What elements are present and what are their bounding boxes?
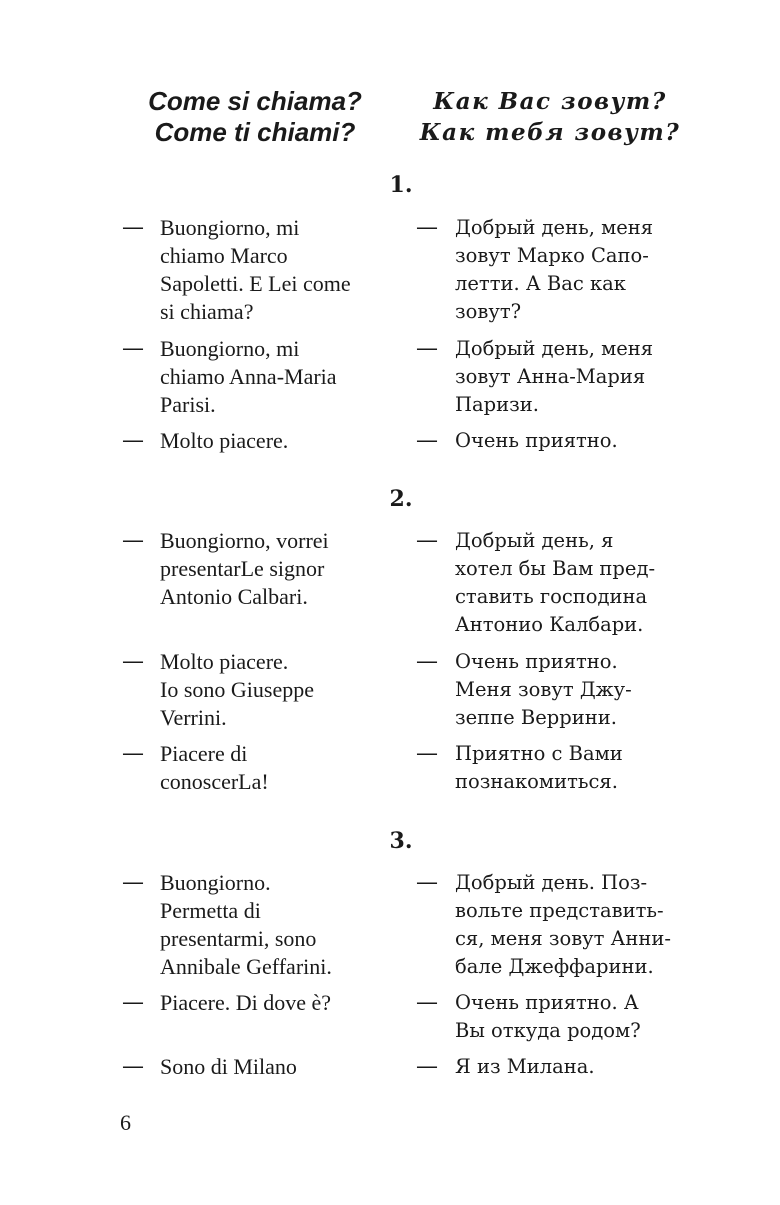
dialogue-dash: — bbox=[122, 428, 144, 453]
russian-text-line: Очень приятно. bbox=[455, 429, 618, 452]
italian-text-line: Annibale Geffarini. bbox=[160, 954, 332, 979]
title-italian-line: Come si chiama? bbox=[148, 86, 362, 116]
dialogue-dash: — bbox=[416, 870, 438, 895]
title-russian-line: Как тебя зовут? bbox=[419, 119, 681, 146]
dialogue-dash: — bbox=[416, 741, 438, 766]
italian-text-line: Antonio Calbari. bbox=[160, 584, 308, 609]
italian-line bbox=[160, 740, 400, 796]
italian-text-line: Piacere. Di dove è? bbox=[160, 990, 332, 1015]
russian-text-line: Добрый день. Поз- bbox=[455, 871, 648, 894]
russian-text-line: Вы откуда родом? bbox=[455, 1019, 641, 1042]
russian-line bbox=[455, 740, 705, 796]
italian-text-line: presentarmi, sono bbox=[160, 926, 317, 951]
dialogue-dash: — bbox=[416, 990, 438, 1015]
russian-line bbox=[455, 869, 705, 981]
russian-text-line: Добрый день, меня bbox=[455, 216, 654, 239]
dialogue-dash: — bbox=[122, 336, 144, 361]
italian-text-line: Molto piacere. bbox=[160, 428, 289, 453]
dialogue-dash: — bbox=[122, 870, 144, 895]
italian-text-line: chiamo Marco bbox=[160, 243, 288, 268]
italian-text-line: chiamo Anna-Maria bbox=[160, 364, 337, 389]
russian-text-line: ставить господина bbox=[455, 585, 648, 608]
russian-text-line: Меня зовут Джу- bbox=[455, 678, 632, 701]
section-number: 1. bbox=[389, 172, 413, 198]
russian-text-line: Антонио Калбари. bbox=[455, 613, 644, 636]
russian-text-line: познакомиться. bbox=[455, 770, 618, 793]
russian-text-line: Очень приятно. bbox=[455, 650, 618, 673]
dialogue-dash: — bbox=[416, 215, 438, 240]
italian-text-line: conoscerLa! bbox=[160, 769, 269, 794]
dialogue-dash: — bbox=[416, 336, 438, 361]
italian-text-line: Io sono Giuseppe bbox=[160, 677, 314, 702]
italian-text-line: Buongiorno, mi bbox=[160, 215, 300, 240]
russian-line bbox=[455, 214, 705, 326]
russian-text-line: вольте представить- bbox=[455, 899, 664, 922]
russian-text-line: Приятно с Вами bbox=[455, 742, 623, 765]
dialogue-dash: — bbox=[416, 1054, 438, 1079]
italian-text-line: presentarLe signor bbox=[160, 556, 325, 581]
italian-text-line: Buongiorno, vorrei bbox=[160, 528, 329, 553]
russian-text-line: зовут Марко Сапо- bbox=[455, 244, 649, 267]
title-russian bbox=[410, 86, 690, 148]
title-italian bbox=[120, 86, 390, 148]
italian-text-line: Buongiorno, mi bbox=[160, 336, 300, 361]
italian-line bbox=[160, 527, 400, 611]
italian-line bbox=[160, 1053, 400, 1081]
italian-line bbox=[160, 214, 400, 326]
dialogue-dash: — bbox=[416, 428, 438, 453]
russian-text-line: зовут? bbox=[455, 300, 522, 323]
dialogue-dash: — bbox=[122, 649, 144, 674]
italian-text-line: Parisi. bbox=[160, 392, 216, 417]
dialogue-dash: — bbox=[122, 990, 144, 1015]
dialogue-dash: — bbox=[416, 649, 438, 674]
russian-text-line: Я из Милана. bbox=[455, 1055, 595, 1078]
russian-text-line: бале Джеффарини. bbox=[455, 955, 654, 978]
russian-text-line: зовут Анна-Мария bbox=[455, 365, 646, 388]
italian-text-line: si chiama? bbox=[160, 299, 254, 324]
italian-line bbox=[160, 427, 400, 455]
russian-line bbox=[455, 527, 705, 639]
italian-line bbox=[160, 648, 400, 732]
russian-line bbox=[455, 335, 705, 419]
italian-line bbox=[160, 869, 400, 981]
italian-text-line: Piacere di bbox=[160, 741, 248, 766]
italian-text-line: Buongiorno. bbox=[160, 870, 271, 895]
russian-text-line: хотел бы Вам пред- bbox=[455, 557, 656, 580]
italian-text-line: Permetta di bbox=[160, 898, 261, 923]
russian-text-line: зеппе Веррини. bbox=[455, 706, 617, 729]
section-number: 2. bbox=[389, 486, 413, 512]
russian-line bbox=[455, 648, 705, 732]
russian-text-line: Паризи. bbox=[455, 393, 539, 416]
italian-line bbox=[160, 989, 400, 1017]
russian-line bbox=[455, 427, 705, 455]
title-russian-line: Как Вас зовут? bbox=[433, 88, 667, 115]
russian-line bbox=[455, 989, 705, 1045]
section-number: 3. bbox=[389, 828, 413, 854]
dialogue-dash: — bbox=[416, 528, 438, 553]
dialogue-dash: — bbox=[122, 215, 144, 240]
russian-text-line: Очень приятно. А bbox=[455, 991, 639, 1014]
italian-text-line: Sapoletti. E Lei come bbox=[160, 271, 351, 296]
russian-text-line: Добрый день, меня bbox=[455, 337, 654, 360]
russian-text-line: летти. А Вас как bbox=[455, 272, 626, 295]
italian-line bbox=[160, 335, 400, 419]
dialogue-dash: — bbox=[122, 528, 144, 553]
italian-text-line: Sono di Milano bbox=[160, 1054, 297, 1079]
russian-text-line: Добрый день, я bbox=[455, 529, 614, 552]
italian-text-line: Verrini. bbox=[160, 705, 227, 730]
russian-line bbox=[455, 1053, 705, 1081]
page-number: 6 bbox=[120, 1110, 131, 1135]
dialogue-dash: — bbox=[122, 1054, 144, 1079]
dialogue-dash: — bbox=[122, 741, 144, 766]
russian-text-line: ся, меня зовут Анни- bbox=[455, 927, 671, 950]
italian-text-line: Molto piacere. bbox=[160, 649, 289, 674]
title-italian-line: Come ti chiami? bbox=[154, 117, 356, 147]
